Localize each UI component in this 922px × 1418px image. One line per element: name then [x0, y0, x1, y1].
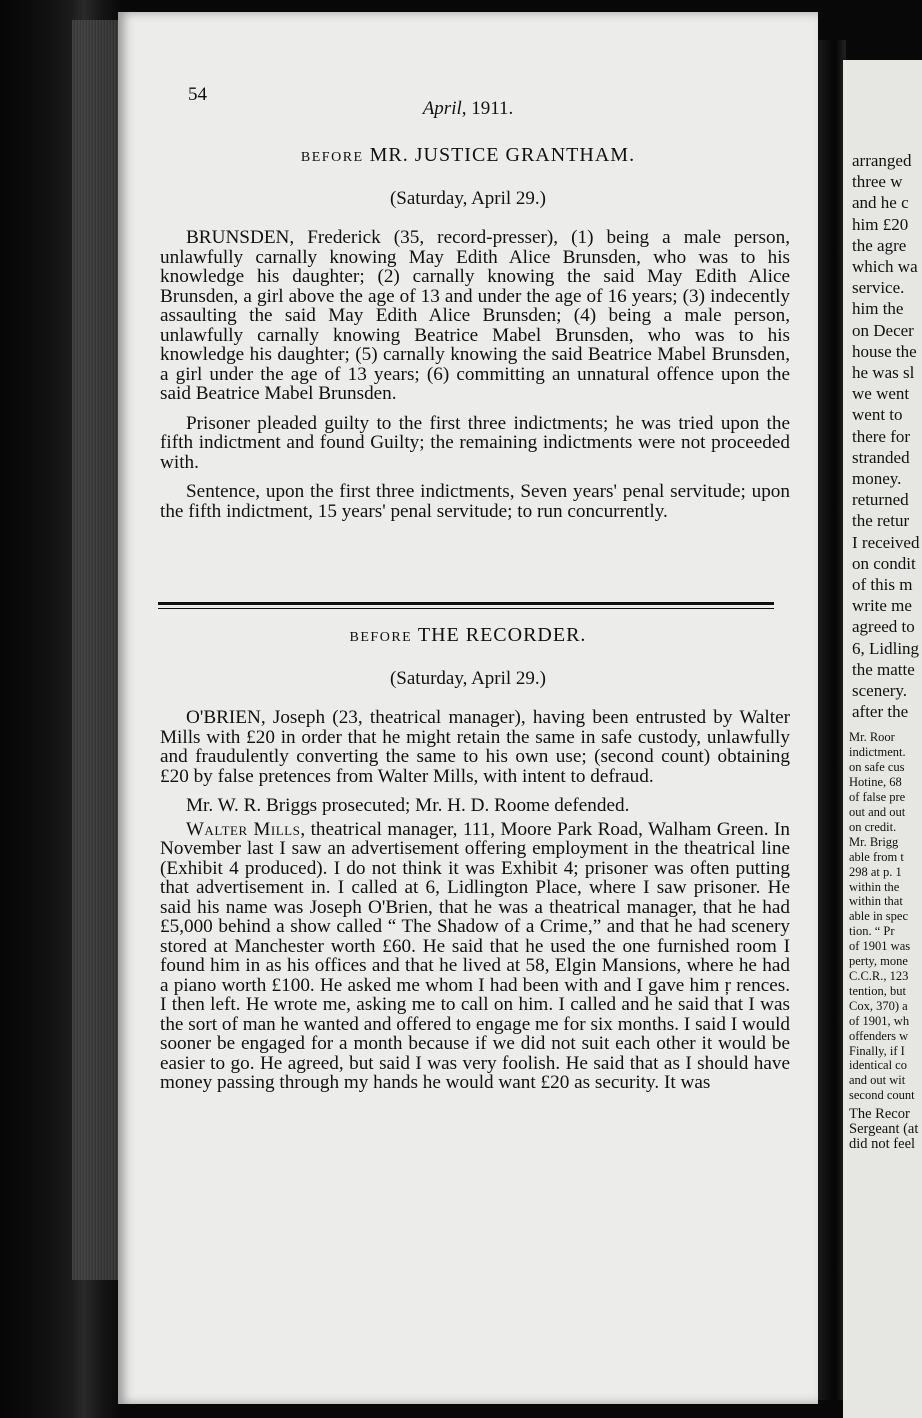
right-page-line: Sergeant (at — [849, 1121, 919, 1138]
running-head — [118, 98, 818, 120]
right-page-line: after the — [852, 702, 909, 722]
right-page-line: money. — [852, 469, 902, 489]
right-page-line: tention, but — [849, 983, 906, 998]
right-page-line: him the — [852, 299, 904, 319]
right-page-line: on credit. — [849, 819, 897, 834]
right-page-line: Cox, 370) a — [849, 998, 908, 1013]
right-page-line: stranded — [852, 447, 910, 467]
right-page-line: I received — [852, 532, 920, 552]
section2-before: BEFORE — [349, 630, 413, 645]
right-page-line: identical co — [849, 1058, 907, 1073]
section2-body — [160, 708, 790, 1103]
right-page-line: able from t — [849, 849, 904, 864]
right-page-line: C.C.R., 123 — [849, 968, 909, 983]
book-gutter — [818, 40, 846, 1400]
right-page-line: service. — [852, 278, 905, 298]
right-page-line: within that — [849, 894, 903, 909]
right-page-line: perty, mone — [849, 954, 908, 969]
right-page-line: the matte — [852, 659, 915, 679]
right-page-line: on condit — [852, 553, 916, 573]
section1-paragraph: Sentence, upon the first three indictments, Seven years' penal servitude; upon the fifth indictment, 15 years' penal servitude; to run concurrently. — [160, 481, 790, 522]
right-page-line: three w — [852, 172, 903, 192]
right-page — [843, 60, 922, 1418]
witness-name: Walter Mills — [186, 818, 301, 840]
right-page-line: Mr. Roor — [849, 730, 895, 745]
section-divider — [158, 602, 774, 605]
right-page-tail — [843, 1103, 922, 1152]
right-page-main-text — [843, 60, 922, 722]
right-page-line: of 1901 was — [849, 939, 911, 954]
right-page-line: Hotine, 68 — [849, 775, 902, 790]
right-page-line: we went — [852, 384, 910, 404]
right-page-line: did not feel — [849, 1136, 916, 1153]
running-head-year: , 1911. — [461, 98, 514, 119]
right-page-line: write me — [852, 596, 912, 616]
right-page-line: there for — [852, 426, 911, 446]
right-page-line: and he c — [852, 193, 909, 213]
right-page-line: house the — [852, 341, 917, 361]
section1-before: BEFORE — [300, 150, 364, 165]
section1-paragraph: BRUNSDEN, Frederick (35, record-presser), (1) being a male person, unlawfully carnally knowing May Edith Alice Brunsden, who was to his knowledge his daughter; (2) carnally knowing the said May Edith Alice Brunsden, a girl above the age of 13 and under the age of 16 years; (3) indecently assaulting the said May Edith Alice Brunsden; (4) being a male person, unlawfully carnally knowing Beatrice Mabel Brunsden, who was to his knowledge his daughter; (5) carnally knowing the said Beatrice Mabel Brunsden, a girl under the age of 13 years; (6) committing an unnatural offence upon the said Beatrice Mabel Brunsden. — [160, 227, 790, 404]
section2-judge: THE RECORDER. — [417, 624, 587, 646]
right-page-line: agreed to — [852, 617, 915, 637]
page-edges — [72, 20, 120, 1280]
right-page-line: 6, Lidling — [852, 638, 920, 658]
right-page-line: and out wit — [849, 1073, 906, 1088]
right-page-line: Finally, if I — [849, 1043, 905, 1058]
section1-date: (Saturday, April 29.) — [389, 188, 547, 209]
left-page — [118, 12, 818, 1404]
section1-body — [160, 228, 790, 531]
right-page-line: he was sl — [852, 363, 915, 383]
right-page-line: able in spec — [849, 909, 909, 924]
right-page-line: The Recor — [849, 1106, 910, 1123]
right-page-line: within the — [849, 879, 900, 894]
testimony-text: , theatrical manager, 111, Moore Park Road, Walham Green. In November last I saw an advertisement offering employment in the theatrical line (Exhibit 4 produced). I do not think it was Exhibit 4; prisoner was often putting that advertisement in. I called at 6, Lidlington Place, where I saw prisoner. He said his name was Joseph O'Brien, that he was a theatrical manager, that he had £5,000 behind a show called “ The Shadow of a Crime,” and that he had scenery stored at Manchester worth £60. He said that he used the one furnished room I found him in as his offices and that he lived at 58, Elgin Mansions, where he had a piano worth £100. He asked me whom I had been with and I gave him ŗ rences. I then left. He wrote me, asking me to call on him. I called and he said that I was the sort of man he wanted and offered to engage me for six months. I said I would sooner be engaged for a month because if we did not suit each other it would be easier to go. He agreed, but said I was very foolish. He said that as I should have money passing through my hands he would want £20 as security. It was — [160, 818, 790, 1093]
section1-judge: MR. JUSTICE GRANTHAM. — [369, 144, 636, 166]
right-page-line: Mr. Brigg — [849, 834, 899, 849]
right-page-line: indictment. — [849, 745, 906, 760]
right-page-line: returned — [852, 490, 909, 510]
section2-heading — [118, 624, 818, 647]
page-number: 54 — [188, 84, 207, 105]
right-page-line: the retur — [852, 511, 910, 531]
running-head-month: April — [422, 98, 462, 119]
right-page-line: offenders w — [849, 1028, 909, 1043]
right-page-line: the agre — [852, 235, 907, 255]
right-page-line: him £20 — [852, 214, 909, 234]
right-page-line: of 1901, wh — [849, 1013, 910, 1028]
section2-date: (Saturday, April 29.) — [389, 668, 547, 689]
section2-counsel: Mr. W. R. Briggs prosecuted; Mr. H. D. Roome defended. — [186, 795, 630, 816]
right-page-line: 298 at p. 1 — [849, 864, 902, 879]
right-page-line: scenery. — [852, 681, 908, 701]
section2-indictment: O'BRIEN, Joseph (23, theatrical manager), having been entrusted by Walter Mills with £20 in order that he might retain the same in safe custody, unlawfully and fraudulently converting the same to his own use; (second count) obtaining £20 by false pretences from Walter Mills, with intent to defraud. — [160, 707, 790, 787]
right-page-line: tion. “ Pr — [849, 924, 895, 939]
right-page-line: which wa — [852, 257, 918, 277]
section1-heading — [118, 144, 818, 167]
right-page-line: went to — [852, 405, 903, 425]
right-page-line: on safe cus — [849, 760, 905, 775]
right-page-line: out and out — [849, 805, 906, 820]
section2-testimony — [160, 820, 790, 1093]
section1-paragraph: Prisoner pleaded guilty to the first three indictments; he was tried upon the fifth indictment and found Guilty; the remaining indictments were not proceeded with. — [160, 412, 790, 473]
right-page-line: second count — [849, 1088, 915, 1103]
right-page-line: on Decer — [852, 320, 914, 340]
right-page-line: of this m — [852, 575, 913, 595]
right-page-footnotes — [843, 722, 922, 1103]
section-divider-thin — [158, 608, 774, 609]
right-page-line: arranged — [852, 151, 912, 170]
right-page-line: of false pre — [849, 790, 906, 805]
